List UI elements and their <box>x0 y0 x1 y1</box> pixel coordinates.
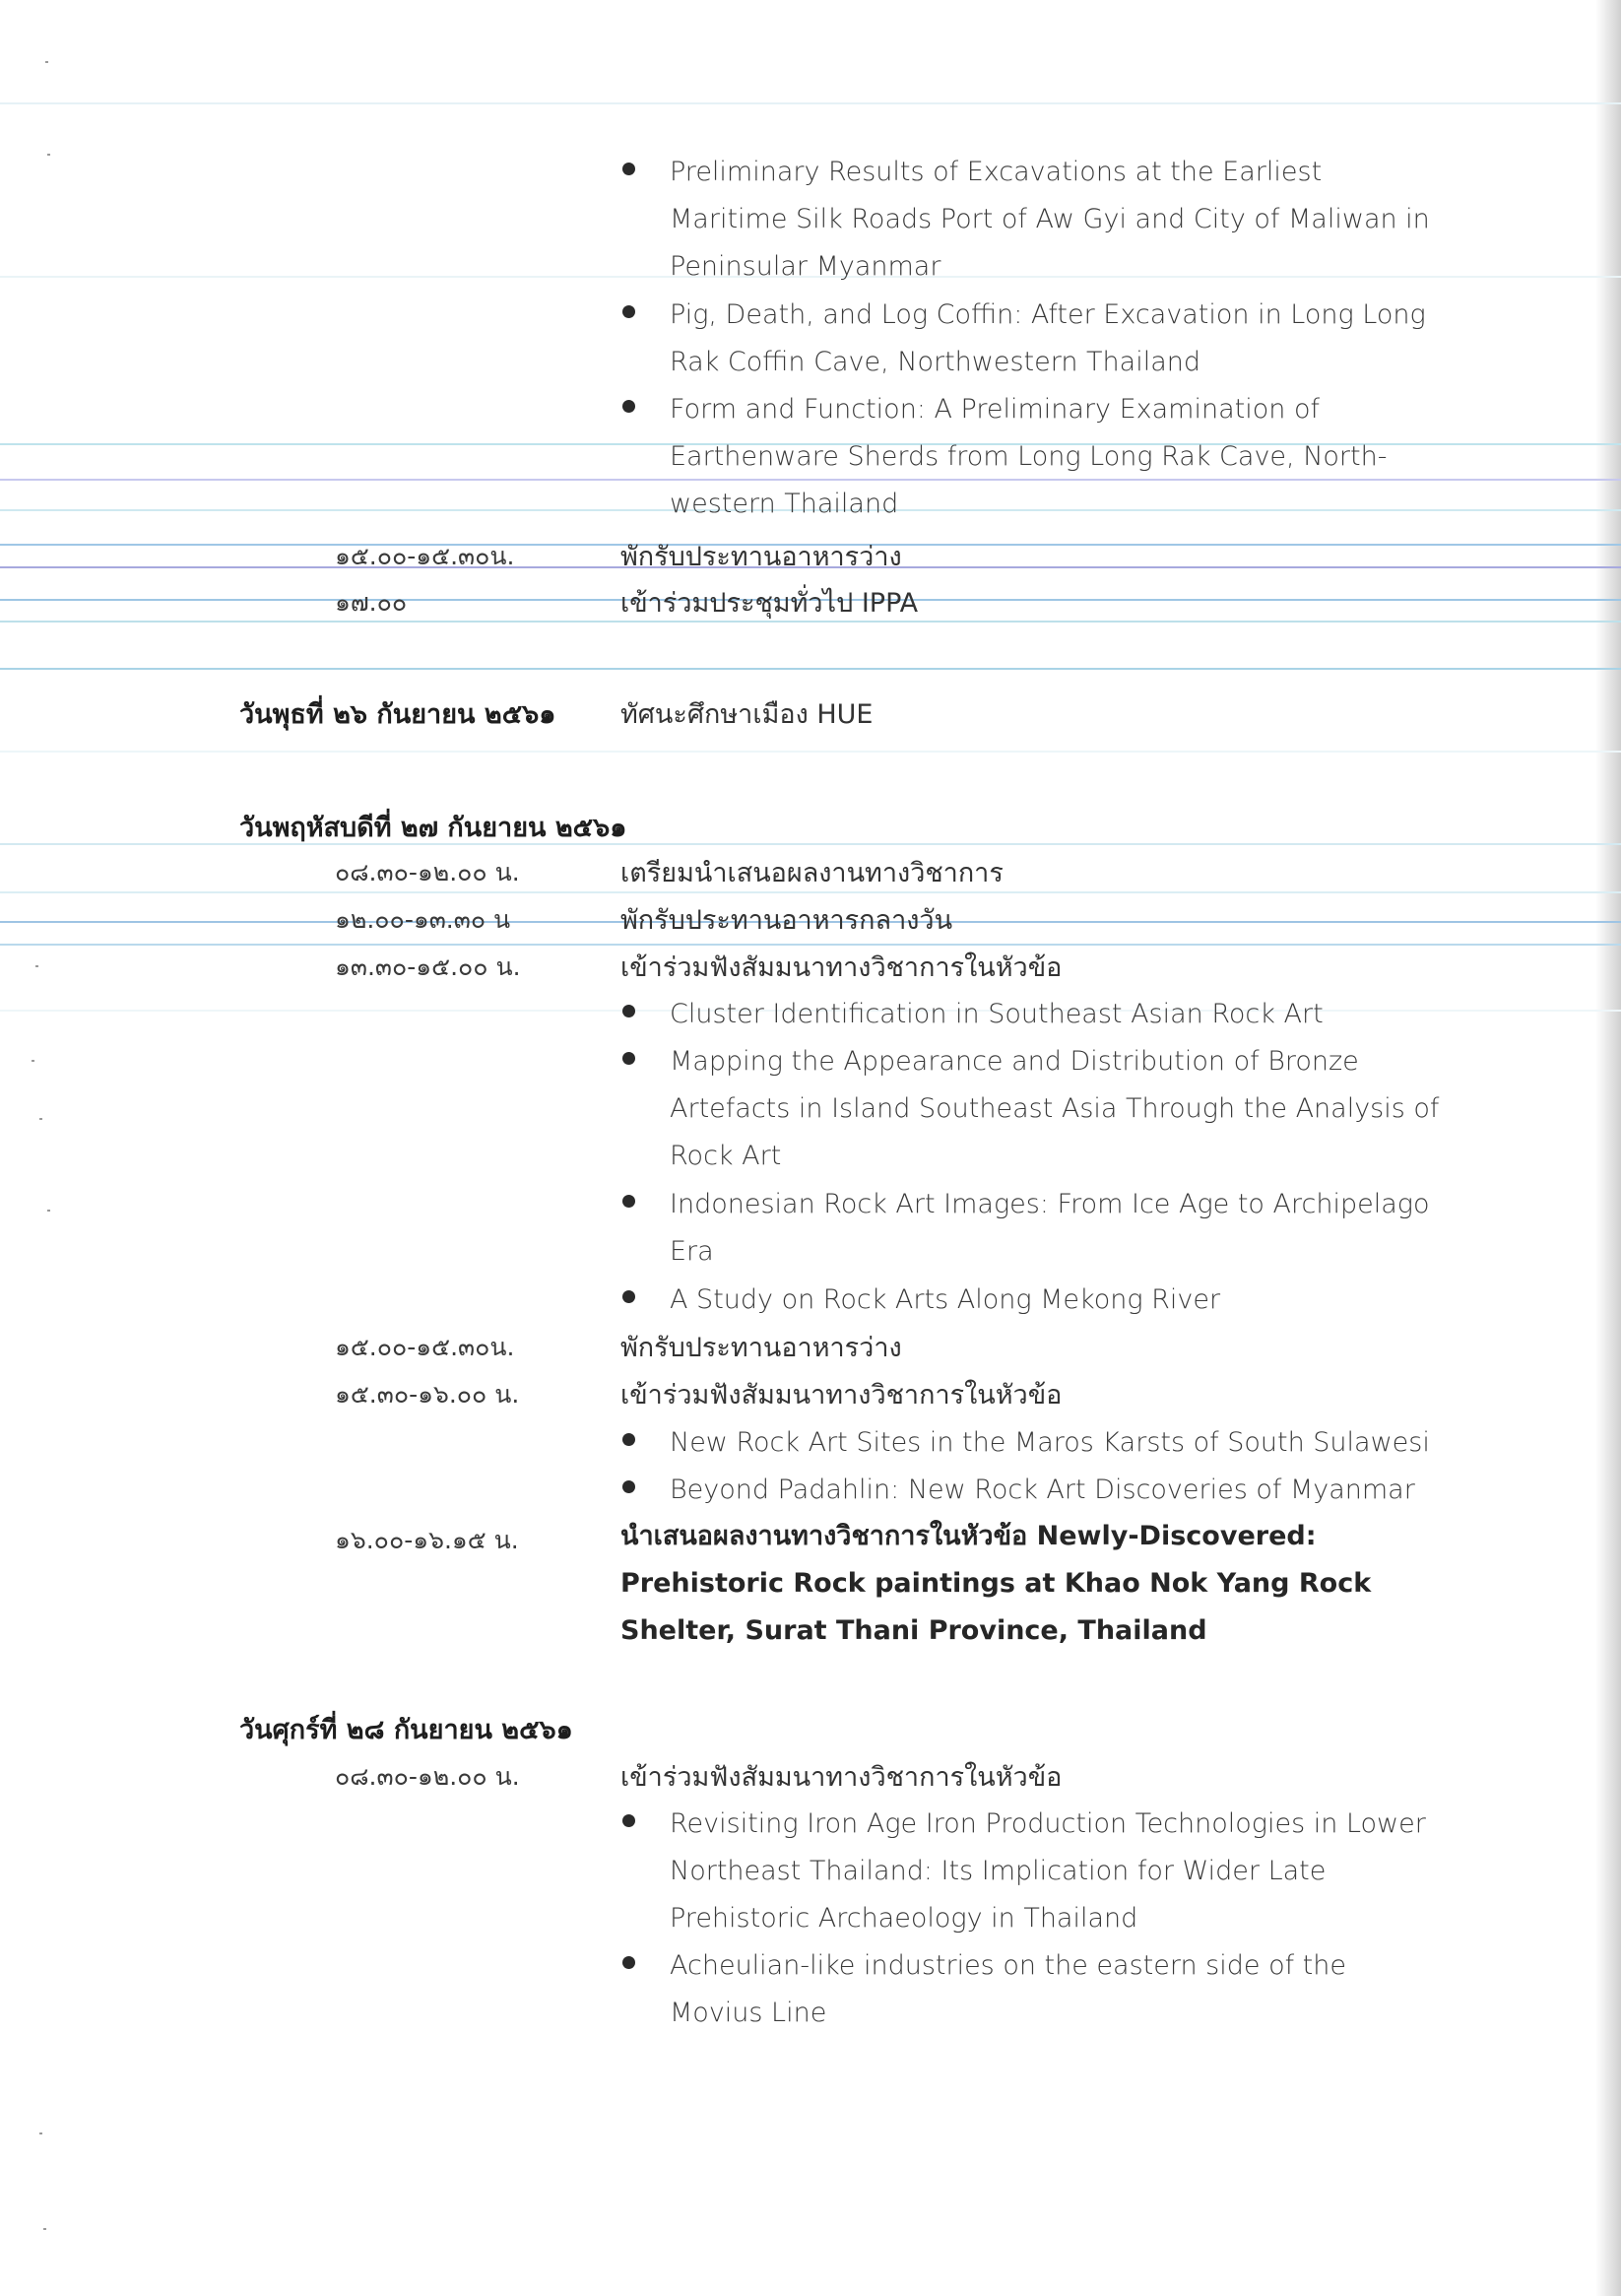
bullet-icon <box>622 1956 635 1969</box>
scan-speck <box>47 154 50 156</box>
time-slot: ๑๕.๓๐-๑๖.๐๐ น. <box>335 1380 520 1409</box>
scan-line <box>0 751 1621 753</box>
time-slot: ๑๖.๐๐-๑๖.๑๕ น. <box>335 1526 519 1554</box>
scan-speck <box>47 1210 50 1212</box>
day-heading: วันพฤหัสบดีที่ ๒๗ กันยายน ๒๕๖๑ <box>239 813 627 843</box>
paper-title: A Study on Rock Arts Along Mekong River <box>670 1284 1221 1315</box>
activity-text: ทัศนะศึกษาเมือง HUE <box>620 699 874 730</box>
time-slot: ๐๘.๓๐-๑๒.๐๐ น. <box>335 858 520 886</box>
time-slot: ๑๓.๓๐-๑๕.๐๐ น. <box>335 952 521 981</box>
activity-text: เตรียมนำเสนอผลงานทางวิชาการ <box>620 858 1004 888</box>
scan-speck <box>35 965 38 967</box>
scan-line <box>0 102 1621 104</box>
activity-text: เข้าร่วมฟังสัมมนาทางวิชาการในหัวข้อ <box>620 1380 1063 1410</box>
bullet-icon <box>622 400 635 413</box>
bullet-icon <box>622 1433 635 1446</box>
scan-speck <box>32 1060 34 1062</box>
activity-text: พักรับประทานอาหารว่าง <box>620 1333 902 1363</box>
paper-title: Revisiting Iron Age Iron Production Technologies in Lower Northeast Thailand: Its Implication for Wider Late Prehistoric Archaeology in Thailand <box>670 1808 1426 1934</box>
time-slot: ๑๕.๐๐-๑๕.๓๐น. <box>335 542 515 570</box>
activity-text: พักรับประทานอาหารว่าง <box>620 542 902 572</box>
day-heading: วันพุธที่ ๒๖ กันยายน ๒๕๖๑ <box>239 699 556 730</box>
presentation-title: นำเสนอผลงานทางวิชาการในหัวข้อ Newly-Discovered: Prehistoric Rock paintings at Khao Nok Yang Rock Shelter, Surat Thani Province, Thailand <box>620 1521 1372 1646</box>
activity-text: เข้าร่วมฟังสัมมนาทางวิชาการในหัวข้อ <box>620 1762 1063 1793</box>
scan-speck <box>45 61 48 63</box>
time-slot: ๑๗.๐๐ <box>335 588 408 617</box>
time-slot: ๑๕.๐๐-๑๕.๓๐น. <box>335 1333 515 1361</box>
paper-title: Acheulian-like industries on the eastern side of the Movius Line <box>670 1950 1346 2028</box>
paper-title: New Rock Art Sites in the Maros Karsts of South Sulawesi <box>670 1427 1430 1458</box>
paper-title: Beyond Padahlin: New Rock Art Discoveries of Myanmar <box>670 1475 1415 1505</box>
scan-speck <box>39 2132 42 2134</box>
bullet-icon <box>622 163 635 175</box>
paper-title: Pig, Death, and Log Coffin: After Excavation in Long Long Rak Coffin Cave, Northwestern Thailand <box>670 299 1426 377</box>
scan-speck <box>43 2228 46 2230</box>
bullet-icon <box>622 1814 635 1827</box>
time-slot: ๐๘.๓๐-๑๒.๐๐ น. <box>335 1762 520 1791</box>
bullet-icon <box>622 305 635 318</box>
time-slot: ๑๒.๐๐-๑๓.๓๐ น <box>335 905 511 934</box>
bullet-icon <box>622 1480 635 1493</box>
paper-title: Form and Function: A Preliminary Examination of Earthenware Sherds from Long Long Rak Cave, North-western Thailand <box>670 394 1388 519</box>
bullet-icon <box>622 1195 635 1208</box>
activity-text: เข้าร่วมฟังสัมมนาทางวิชาการในหัวข้อ <box>620 952 1063 983</box>
day-heading: วันศุกร์ที่ ๒๘ กันยายน ๒๕๖๑ <box>239 1715 573 1745</box>
scan-speck <box>39 1118 42 1120</box>
bullet-icon <box>622 1290 635 1303</box>
paper-title: Mapping the Appearance and Distribution of Bronze Artefacts in Island Southeast Asia Through the Analysis of Rock Art <box>670 1046 1440 1171</box>
activity-text: พักรับประทานอาหารกลางวัน <box>620 905 953 936</box>
scan-edge-shadow <box>1595 0 1621 2296</box>
scan-line <box>0 668 1621 670</box>
activity-text: เข้าร่วมประชุมทั่วไป IPPA <box>620 588 919 619</box>
paper-title: Cluster Identification in Southeast Asian Rock Art <box>670 999 1324 1029</box>
paper-title: Preliminary Results of Excavations at the Earliest Maritime Silk Roads Port of Aw Gyi and City of Maliwan in Peninsular Myanmar <box>670 157 1430 282</box>
paper-title: Indonesian Rock Art Images: From Ice Age to Archipelago Era <box>670 1189 1430 1267</box>
bullet-icon <box>622 1052 635 1065</box>
bullet-icon <box>622 1005 635 1017</box>
